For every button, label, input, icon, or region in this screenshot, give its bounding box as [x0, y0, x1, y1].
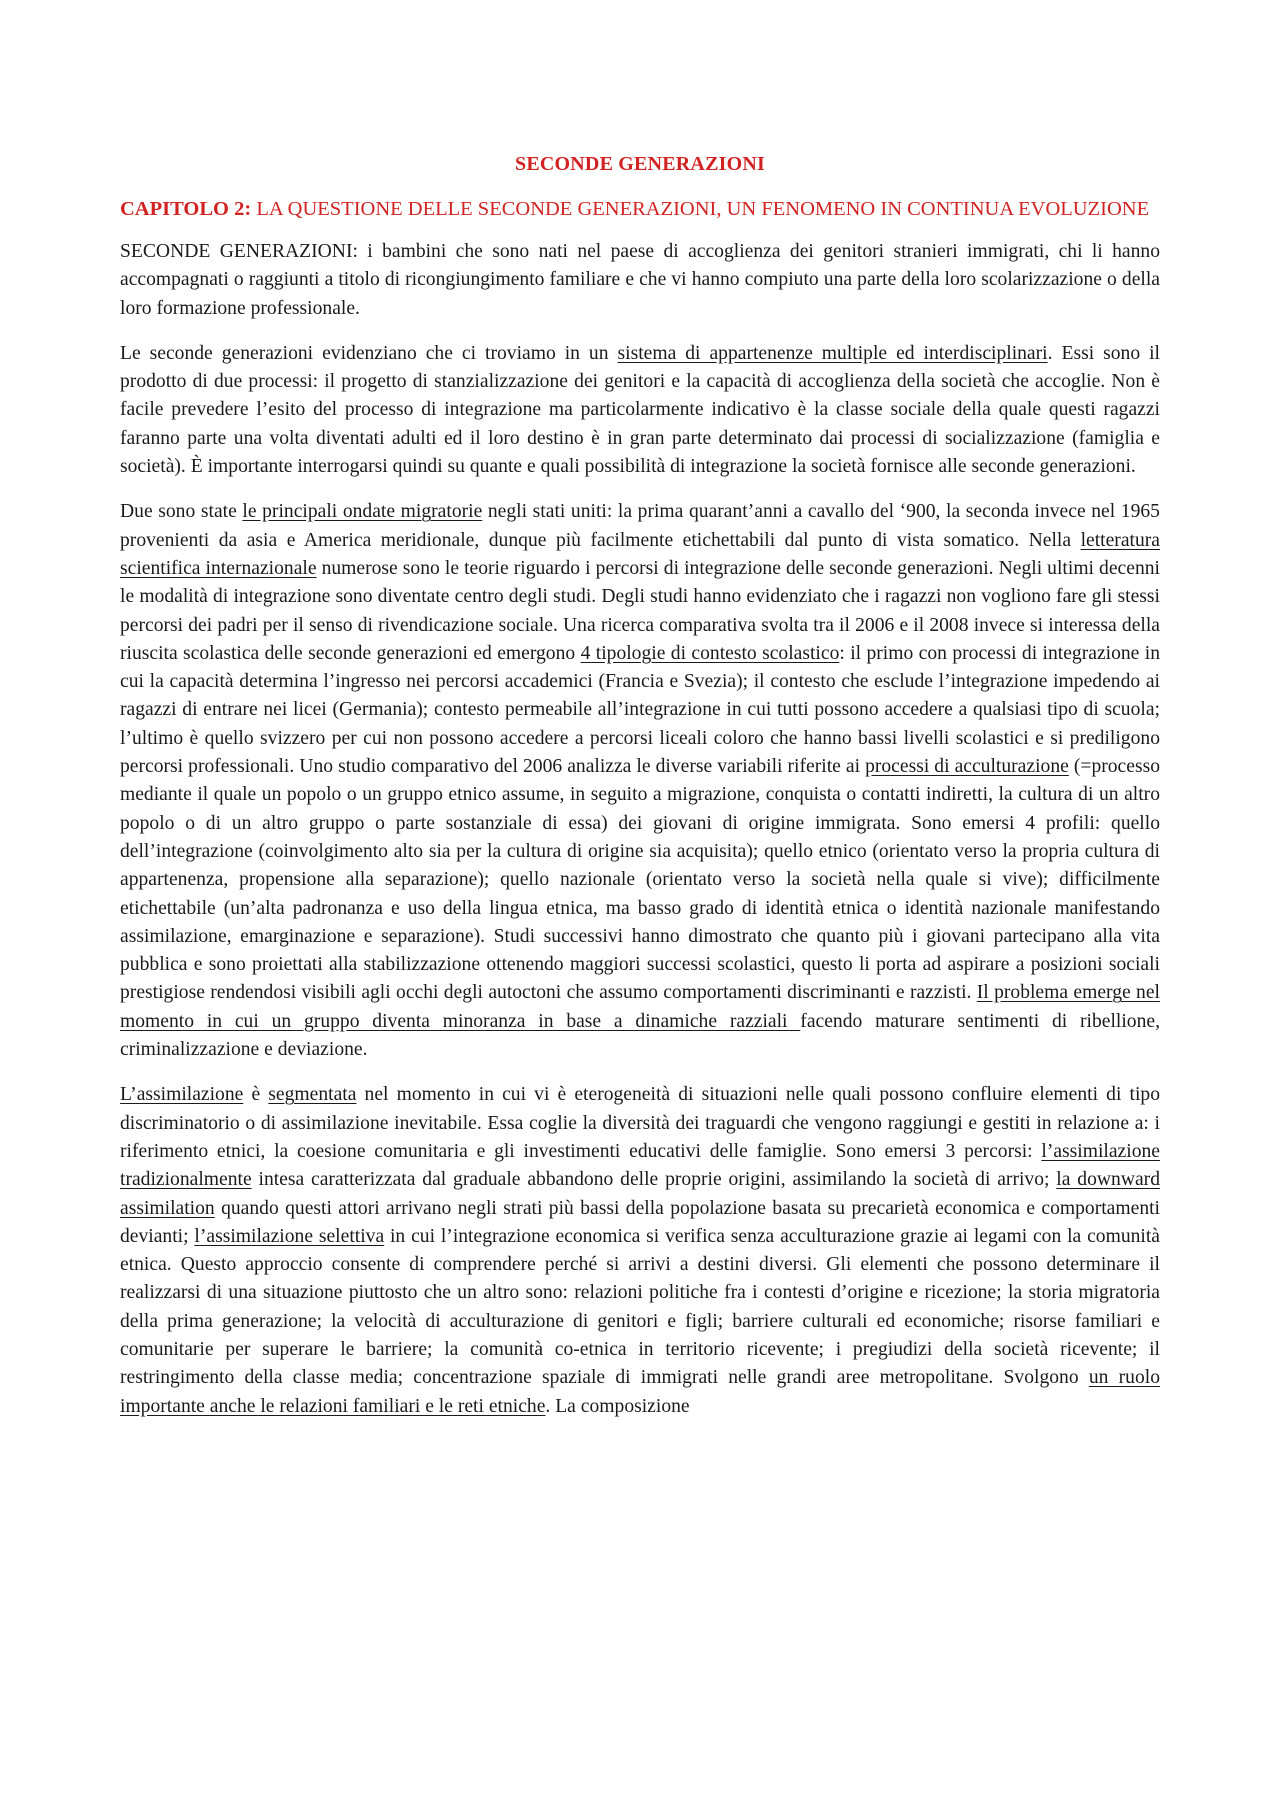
- paragraph: [120, 238, 1160, 323]
- text-run: negli stati uniti: la prima quarant’anni a cavallo del ‘900, la seconda invece nel 1965 provenienti da asia e America meridionale, dunque più facilmente etichettabili dal punto di vista somatico. Nella: [120, 501, 1160, 551]
- underlined-phrase: l’assimilazione tradizionalmente: [120, 1140, 1160, 1191]
- document-body: [120, 150, 1160, 1438]
- text-run: è: [243, 1084, 269, 1106]
- underlined-phrase: le principali ondate migratorie: [242, 501, 483, 523]
- underlined-phrase: processi di acculturazione: [865, 756, 1069, 778]
- paragraph: [120, 1081, 1160, 1421]
- text-run: nel momento in cui vi è eterogeneità di situazioni nelle quali possono confluire elementi di tipo discriminatorio o di assimilazione inevitabile. Essa coglie la diversità dei traguardi che vengono raggiungi e gestiti in relazione a: i riferimento etnici, la coesione comunitaria e gli investimenti educativi delle famiglie. Sono emersi 3 percorsi:: [120, 1084, 1160, 1162]
- text-run: in cui l’integrazione economica si verifica senza acculturazione grazie ai legami con la comunità etnica. Questo approccio consente di comprendere perché si arrivi a destini diversi. Gli elementi che possono determinare il realizzarsi di una situazione piuttosto che un altro sono: relazioni politiche fra i contesti d’origine e ricezione; la storia migratoria della prima generazione; la velocità di acculturazione di genitori e figli; barriere culturali ed economiche; risorse familiari e comunitarie per superare le barriere; la comunità co-etnica in territorio ricevente; i pregiudizi della società ricevente; il restringimento della classe media; concentrazione spaziale di immigrati nelle grandi aree metropolitane. Svolgono: [120, 1225, 1160, 1389]
- underlined-phrase: 4 tipologie di contesto scolastico: [580, 642, 840, 664]
- text-run: SECONDE GENERAZIONI: i bambini che sono nati nel paese di accoglienza dei genitori stranieri immigrati, chi li hanno accompagnati o raggiunti a titolo di ricongiungimento familiare e che vi hanno compiuto una parte della loro scolarizzazione o della loro formazione professionale.: [120, 241, 1160, 319]
- text-run: numerose sono le teorie riguardo i percorsi di integrazione delle seconde generazioni. Negli ultimi decenni le modalità di integrazione sono diventate centro degli studi. Degli studi hanno evidenziato che i ragazzi non vogliono fare gli stessi percorsi dei padri per il senso di rivendicazione sociale. Una ricerca comparativa svolta tra il 2006 e il 2008 invece si interessa della riuscita scolastica delle seconde generazioni ed emergono: [120, 557, 1160, 664]
- text-run: (=processo mediante il quale un popolo o un gruppo etnico assume, in seguito a migrazione, conquista o contatti indiretti, la cultura di un altro popolo o di un altro gruppo o parte sostanziale di essa) dei giovani di origine immigrata. Sono emersi 4 profili: quello dell’integrazione (coinvolgimento alto sia per la cultura di origine sia acquisita); quello etnico (orientato verso la propria cultura di appartenenza, propensione alla separazione); quello nazionale (orientato verso la società nella quale si vive); difficilmente etichettabile (un’alta padronanza e uso della lingua etnica, ma basso grado di identità etnica o identità nazionale manifestando assimilazione, emarginazione e separazione). Studi successivi hanno dimostrato che quanto più i giovani partecipano alla vita pubblica e sono proiettati alla stabilizzazione ottenendo maggiori successi scolastici, questo li porta ad aspirare a posizioni sociali prestigiose rendendosi visibili agli occhi degli autoctoni che assumo comportamenti discriminanti e razzisti.: [120, 756, 1161, 1004]
- text-run: : il primo con processi di integrazione in cui la capacità determina l’ingresso nei percorsi accademici (Francia e Svezia); il contesto che esclude l’integrazione impedendo ai ragazzi di entrare nei licei (Germania); contesto permeabile all’integrazione in cui tutti possono accedere a qualsiasi tipo di scuola; l’ultimo è quello svizzero per cui non possono accedere a percorsi liceali coloro che hanno bassi livelli scolastici e si prediligono percorsi professionali. Uno studio comparativo del 2006 analizza le diverse variabili riferite ai: [120, 642, 1160, 778]
- underlined-phrase: Il problema emerge nel momento in cui un gruppo diventa minoranza in base a dinamiche razziali: [120, 982, 1160, 1032]
- document-title: SECONDE GENERAZIONI: [515, 153, 765, 175]
- text-run: . Essi sono il prodotto di due processi: il progetto di stanzializzazione dei genitori e la capacità di accoglienza della società che accoglie. Non è facile prevedere l’esito del processo di integrazione ma particolarmente indicativo è la classe sociale della quale questi ragazzi faranno parte una volta diventati adulti ed il loro destino è in gran parte determinato dai processi di socializzazione (famiglia e società). È importante interrogarsi quindi su quante e quali possibilità di integrazione la società fornisce alle seconde generazioni.: [120, 342, 1161, 478]
- chapter-number: CAPITOLO 2:: [120, 198, 252, 220]
- paragraph: [120, 340, 1160, 481]
- underlined-phrase: l’assimilazione selettiva: [194, 1225, 385, 1247]
- chapter-title: LA QUESTIONE DELLE SECONDE GENERAZIONI, UN FENOMENO IN CONTINUA EVOLUZIONE: [256, 198, 1150, 220]
- underlined-phrase: sistema di appartenenze multiple ed interdisciplinari: [617, 342, 1048, 364]
- underlined-phrase: segmentata: [268, 1084, 357, 1106]
- underlined-phrase: letteratura scientifica internazionale: [120, 529, 1160, 579]
- text-run: facendo maturare sentimenti di ribellione, criminalizzazione e deviazione.: [120, 1010, 1160, 1061]
- text-run: Le seconde generazioni evidenziano che ci troviamo in un: [120, 342, 618, 364]
- text-run: . La composizione: [545, 1395, 690, 1417]
- text-run: intesa caratterizzata dal graduale abbandono delle proprie origini, assimilando la società di arrivo;: [251, 1169, 1057, 1191]
- paragraph-list: [120, 238, 1160, 1421]
- underlined-phrase: L’assimilazione: [120, 1084, 244, 1106]
- paragraph: [120, 498, 1160, 1064]
- text-run: Due sono state: [120, 501, 243, 523]
- underlined-phrase: la downward assimilation: [120, 1169, 1160, 1219]
- text-run: quando questi attori arrivano negli strati più bassi della popolazione basata su precarietà economica e comportamenti devianti;: [120, 1197, 1160, 1247]
- underlined-phrase: un ruolo importante anche le relazioni familiari e le reti etniche: [120, 1367, 1160, 1417]
- chapter-heading: [120, 194, 1160, 224]
